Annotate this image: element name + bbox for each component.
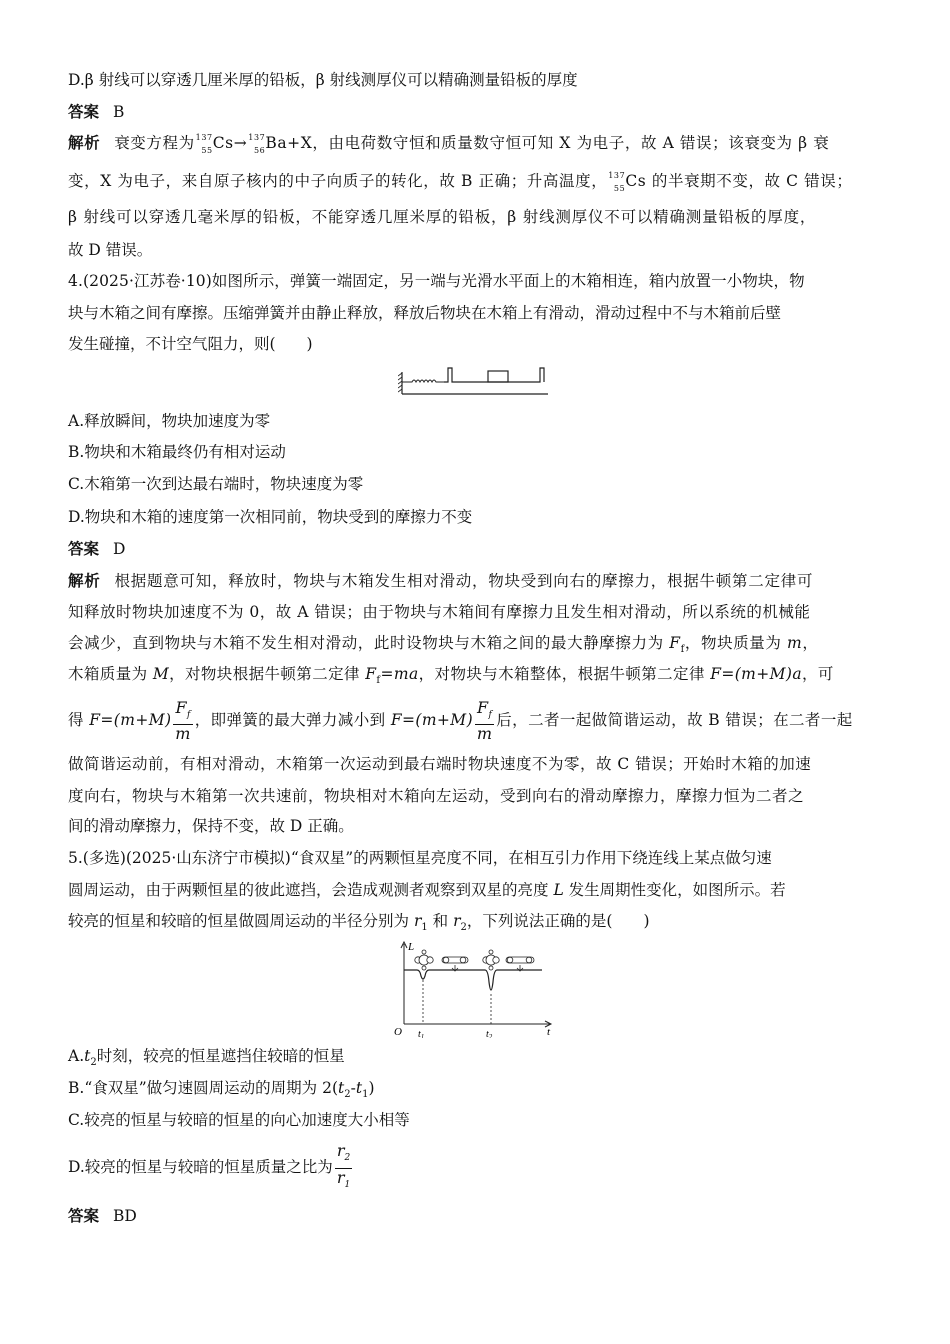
box-outline <box>444 368 544 382</box>
q4-option-c: C.木箱第一次到达最右端时，物块速度为零 <box>68 475 364 493</box>
origin-label: O <box>394 1026 402 1038</box>
answer-value: D <box>113 540 126 558</box>
q4-option-a: A.释放瞬间，物块加速度为零 <box>68 412 271 430</box>
q4-answer <box>68 539 888 559</box>
text: Cs <box>212 134 234 152</box>
q3-answer <box>68 102 888 122</box>
isotope-cs: 137 55 <box>195 133 213 155</box>
q4-analysis-line-3: 会减少，直到物块与木箱不发生相对滑动，此时设物块与木箱之间的最大静摩擦力为 $F_f$，物块质量为 m， <box>68 634 819 656</box>
q4-analysis-line-6: 做简谐运动前，有相对滑动，木箱第一次运动到最右端时物块速度不为零，故 C 错误；开始时木箱的加速 <box>68 755 812 773</box>
arrow: → <box>233 134 248 152</box>
q4-analysis-line-7: 度向右，物块与木箱第一次共速前，物块相对木箱向左运动，受到向右的滑动摩擦力，摩擦力恒为二者之 <box>68 787 805 805</box>
q5-stem-line-3: 较亮的恒星和较暗的恒星做圆周运动的半径分别为 $r_1$ 和 $r_2$，下列说法正确的是( ) <box>68 912 650 934</box>
block <box>488 371 508 382</box>
answer-label: 答案 <box>68 103 100 121</box>
q4-option-b: B.物块和木箱最终仍有相对运动 <box>68 443 286 461</box>
isotope-ba: 137 56 <box>248 133 266 155</box>
q5-option-b: B.“食双星”做匀速圆周运动的周期为 $2(t_2-t_1)$ <box>68 1079 375 1101</box>
star-pictograms <box>415 950 534 971</box>
tick-label-t2: $t_2$ <box>486 1029 493 1038</box>
q4-analysis-line-2: 知释放时物块加速度不为 0，故 A 错误；由于物块与木箱间有摩擦力且发生相对滑动，所以系统的机械能 <box>68 603 811 621</box>
isotope-cs: 137 55 <box>608 171 626 193</box>
q4-analysis-line-1: 解析 根据题意可知，释放时，物块与木箱发生相对滑动，物块受到向右的摩擦力，根据牛顿第二定律可 <box>68 572 814 590</box>
brightness-curve <box>404 970 542 990</box>
text: Ba+X，由电荷数守恒和质量数守恒可知 X 为电子，故 A 错误；该衰变为 β 衰 <box>265 134 830 152</box>
q5-option-a: $A.t_2$时刻，较亮的恒星遮挡住较暗的恒星 <box>68 1047 345 1069</box>
q5-stem-line-1: 5.(多选)(2025·山东济宁市模拟)“食双星”的两颗恒星亮度不同，在相互引力作用下绕连线上某点做匀速 <box>68 849 772 867</box>
answer-label: 答案 <box>68 1207 100 1225</box>
answer-label: 答案 <box>68 540 100 558</box>
q4-analysis-line-8: 间的滑动摩擦力，保持不变，故 D 正确。 <box>68 817 354 835</box>
q3-analysis-line-3: β 射线可以穿透几毫米厚的铅板，不能穿透几厘米厚的铅板，β 射线测厚仪不可以精确测量铅板的厚度， <box>68 208 817 226</box>
fraction-ff-over-m: $\frac{F_f}{m}$ <box>175 697 191 744</box>
axis-label-l: L <box>408 941 415 953</box>
q5-option-c: C.较亮的恒星与较暗的恒星的向心加速度大小相等 <box>68 1111 410 1129</box>
q5-option-d: D.较亮的恒星与较暗的恒星质量之比为 $\frac{r_2}{r_1}$ <box>68 1142 888 1192</box>
spring-box-diagram <box>398 362 558 398</box>
axis-label-t: t <box>547 1026 551 1038</box>
q4-stem-line-1: 4.(2025·江苏卷·10)如图所示，弹簧一端固定，另一端与光滑水平面上的木箱相连，箱内放置一小物块，物 <box>68 272 805 290</box>
q4-stem-line-3: 发生碰撞，不计空气阻力，则( ) <box>68 335 313 353</box>
fraction-ff-over-m: $\frac{F_f}{m}$ <box>476 697 493 744</box>
analysis-label: 解析 <box>68 134 101 152</box>
q4-option-d: D.物块和木箱的速度第一次相同前，物块受到的摩擦力不变 <box>68 508 473 526</box>
q5-answer <box>68 1206 888 1226</box>
q4-analysis-line-5: 得 F=(m+M) $\frac{F_f}{m}$ ，即弹簧的最大弹力减小到 F=(m+M) $\frac{F_f}{m}$ 后，二者一起做简谐运动，故 B 错误；在二者一起 <box>68 697 853 744</box>
tick-label-t1: $t_1$ <box>418 1029 425 1038</box>
q3-option-d: D.β 射线可以穿透几厘米厚的铅板，β 射线测厚仪可以精确测量铅板的厚度 <box>68 71 578 89</box>
brightness-graph <box>390 938 560 1038</box>
q4-analysis-line-4: 木箱质量为 M，对物块根据牛顿第二定律 $F_f=ma$，对物块与木箱整体，根据牛顿第二定律 F=(m+M)a，可 <box>68 665 834 687</box>
answer-value: BD <box>113 1207 137 1225</box>
q5-stem-line-2: 圆周运动，由于两颗恒星的彼此遮挡，会造成观测者观察到双星的亮度 L 发生周期性变化，如图所示。若 <box>68 881 786 899</box>
q3-analysis-line-2: 变，X 为电子，来自原子核内的中子向质子的转化，故 B 正确；升高温度， 137 55 Cs 的半衰期不变，故 C 错误； <box>68 171 853 193</box>
q3-analysis-line-4: 故 D 错误。 <box>68 241 153 259</box>
answer-value: B <box>113 103 125 121</box>
q4-stem-line-2: 块与木箱之间有摩擦。压缩弹簧并由静止释放，释放后物块在木箱上有滑动，滑动过程中不与木箱前后壁 <box>68 304 782 322</box>
text: 衰变方程为 <box>114 134 195 152</box>
q3-analysis-line-1 <box>68 133 888 155</box>
analysis-label: 解析 <box>68 572 101 590</box>
fraction-r2-over-r1: $\frac{r_2}{r_1}$ <box>336 1141 351 1190</box>
